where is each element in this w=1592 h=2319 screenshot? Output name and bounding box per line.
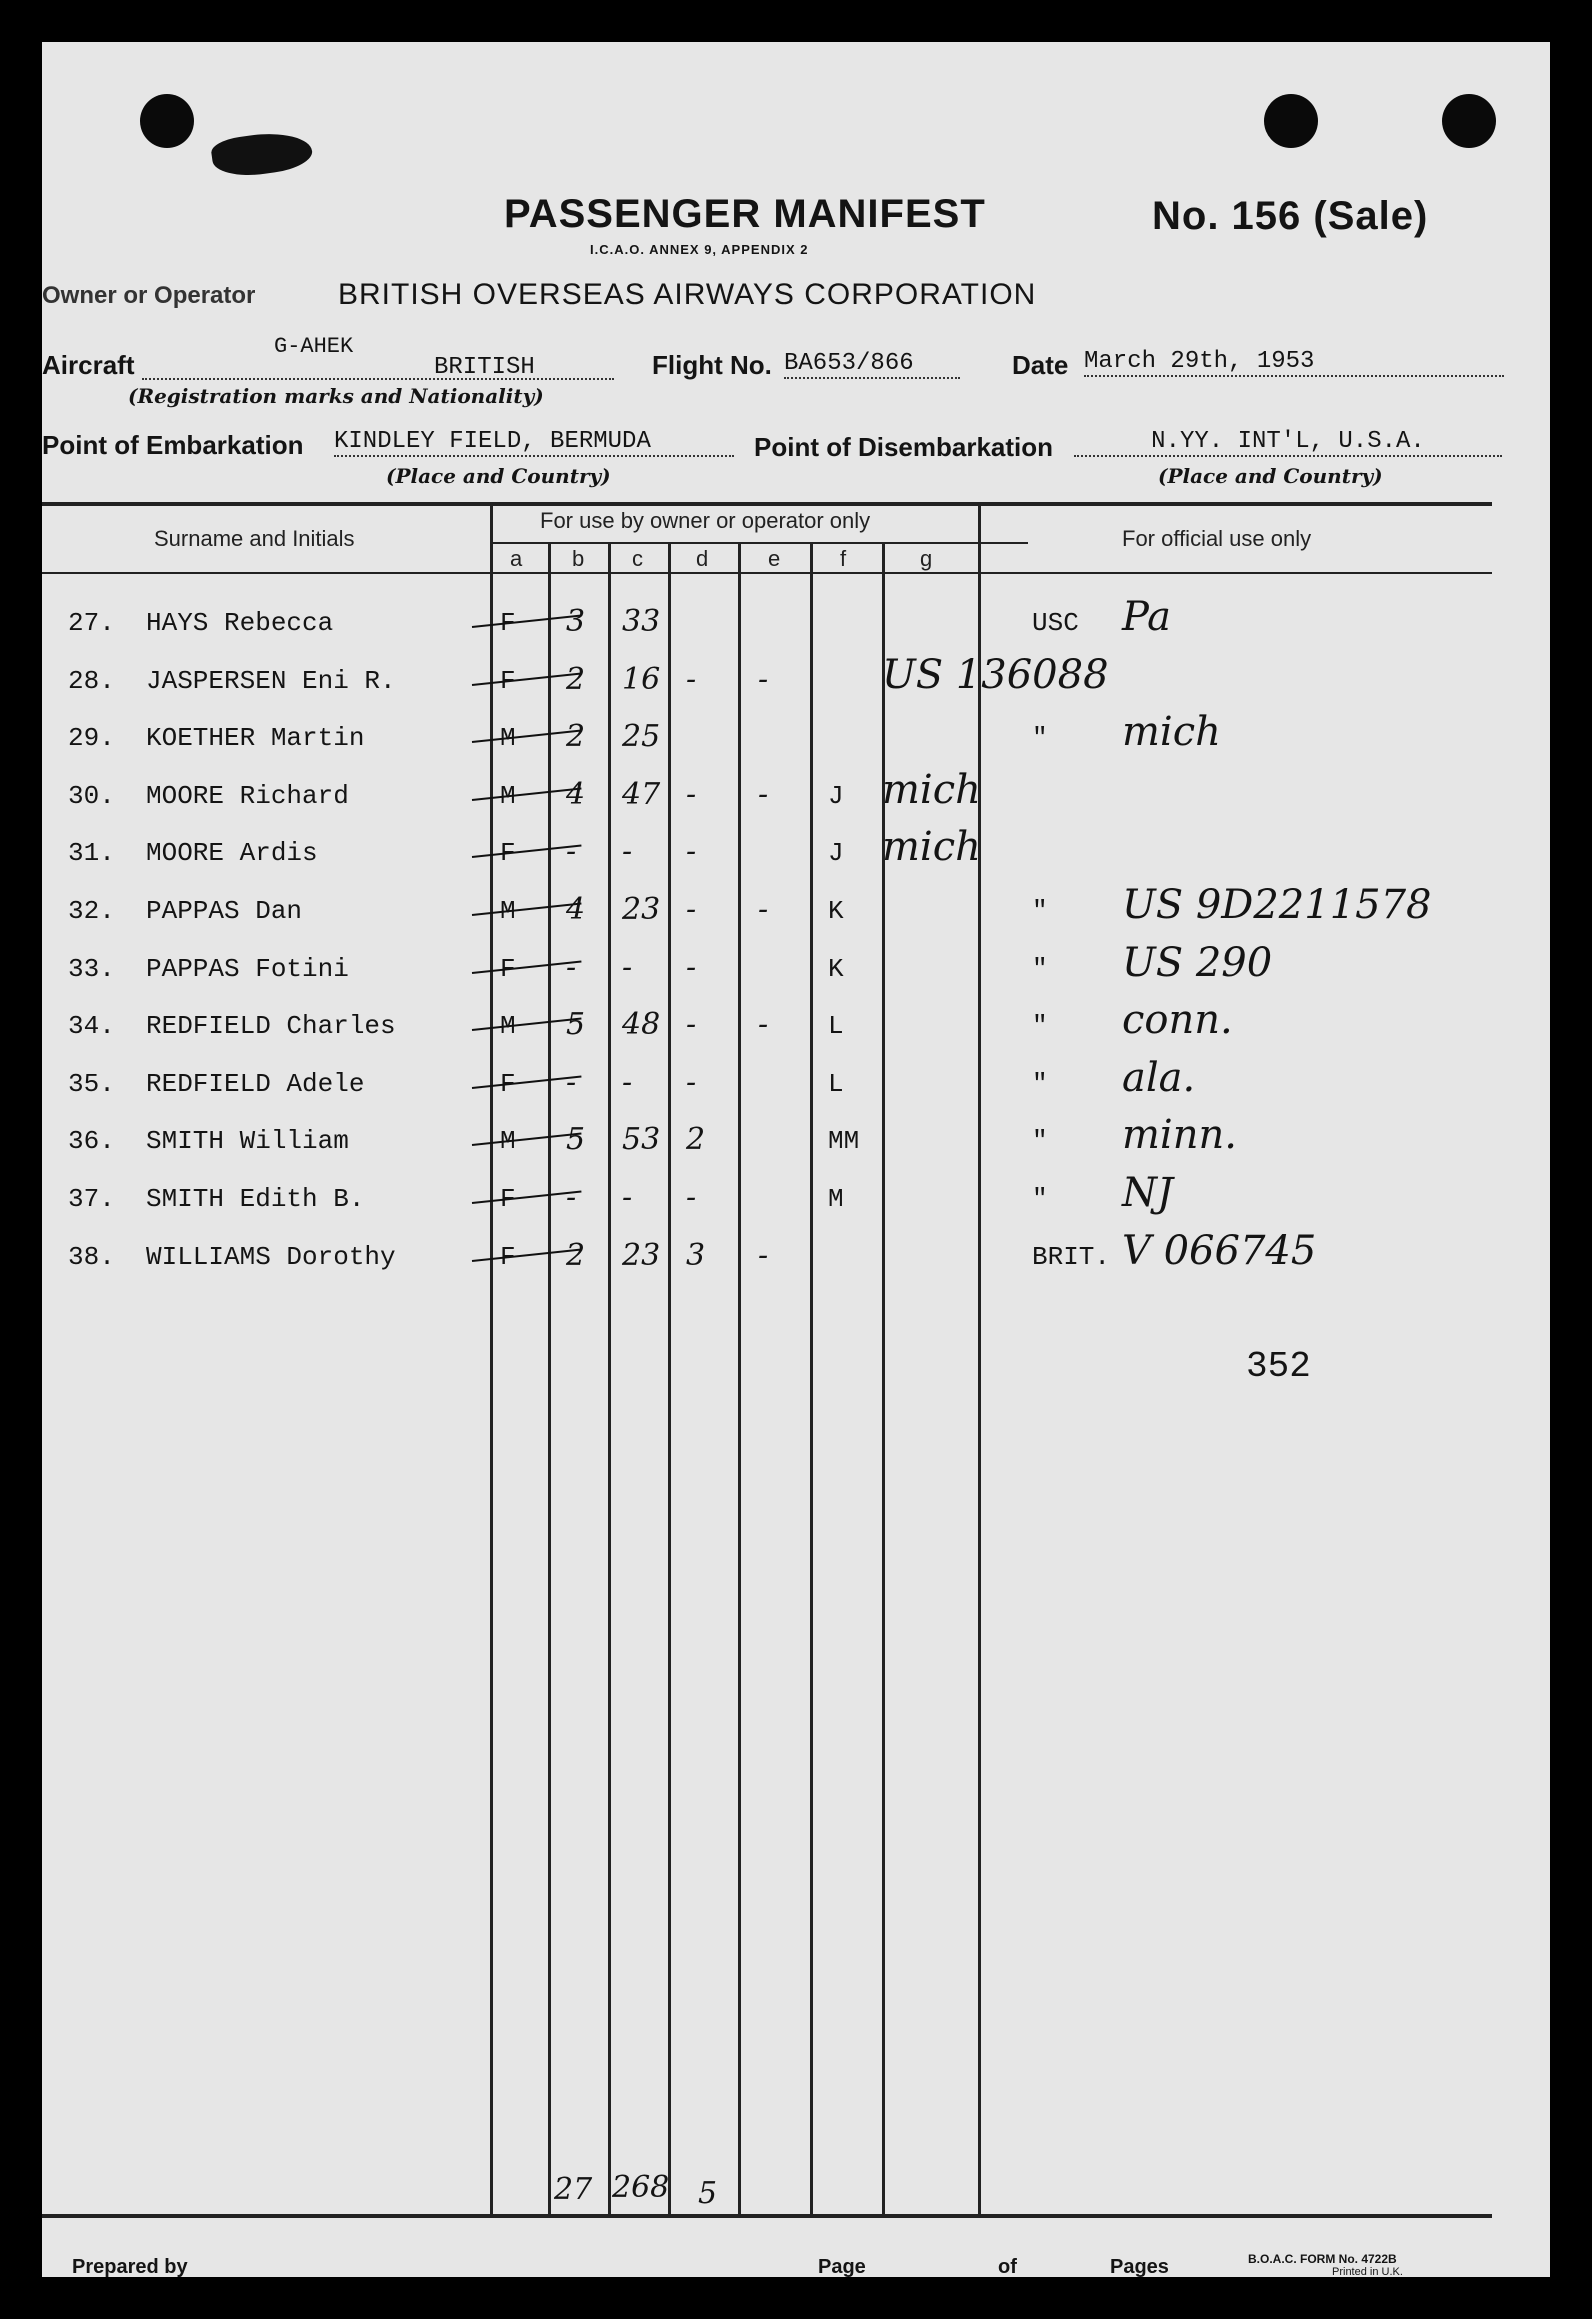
passenger-name: MOORE Ardis [146,838,318,869]
subcol-g: g [920,546,933,571]
cell-b: 5 [566,1122,586,1158]
embarkation-note: (Place and Country) [386,464,611,488]
footer-prepared-by: Prepared by [72,2256,188,2277]
header-surname: Surname and Initials [154,526,355,551]
embarkation-label: Point of Embarkation [42,430,304,460]
subcol-d: d [696,546,709,571]
official-handwritten-note: NJ [1122,1170,1174,1216]
cell-b: - [566,949,577,985]
cell-c: 48 [622,1007,661,1043]
cell-c: 53 [622,1122,661,1158]
cell-d: - [686,776,697,812]
aircraft-line [142,378,614,380]
official-handwritten-note: US 136088 [882,651,1109,698]
aircraft-registration: G-AHEK [274,334,354,359]
footer-form-no: B.O.A.C. FORM No. 4722B [1248,2252,1397,2266]
official-handwritten-note: US 9D2211578 [1122,882,1432,928]
row-number: 32. [68,896,115,926]
official-handwritten-note: ala. [1122,1054,1196,1101]
aircraft-label: Aircraft [42,350,135,380]
passenger-name: WILLIAMS Dorothy [146,1241,396,1272]
owner-label: Owner or Operator [42,282,256,309]
subcol-f: f [840,546,847,571]
cell-e: - [758,776,769,812]
row-number: 36. [68,1126,115,1157]
page-stamp: 352 [1246,1346,1311,1387]
official-handwritten-note: mich [882,824,981,871]
header-bottom-rule [42,572,1492,574]
cell-f: K [828,953,844,984]
official-handwritten-note: minn. [1122,1112,1237,1159]
flight-label: Flight No. [652,350,772,380]
cell-b: 5 [566,1007,586,1043]
aircraft-note: (Registration marks and Nationality) [128,384,544,408]
cell-b: - [566,1064,577,1100]
aircraft-nationality: BRITISH [434,354,535,381]
row-number: 37. [68,1184,115,1214]
cell-c: - [622,1180,633,1215]
cell-c: - [622,949,633,985]
manifest-sheet [42,42,1550,2277]
row-number: 38. [68,1241,115,1272]
cell-b: - [566,834,577,870]
cell-d: - [686,834,697,870]
row-number: 27. [68,608,115,638]
total-d: 5 [698,2176,718,2211]
header-owner-use: For use by owner or operator only [540,508,871,533]
cell-c: 47 [622,776,661,812]
official-mark: " [1032,1184,1048,1214]
cell-c: - [622,834,633,870]
form-subtitle: I.C.A.O. ANNEX 9, APPENDIX 2 [590,242,809,257]
official-mark: " [1032,953,1048,984]
table-bottom-rule [42,2214,1492,2218]
cell-c: 16 [622,661,661,697]
official-mark: " [1032,1011,1048,1042]
cell-f: MM [828,1126,860,1157]
cell-c: - [622,1064,633,1100]
official-handwritten-note: conn. [1122,997,1233,1044]
cell-c: 25 [622,719,661,755]
cell-c: 33 [622,604,661,639]
col-line-9 [978,504,981,542]
cell-e: - [758,892,769,927]
total-c: 268 [612,2170,670,2205]
ink-blot [210,127,315,181]
official-handwritten-note: Pa [1122,594,1171,640]
passenger-name: SMITH Edith B. [146,1184,365,1214]
total-b: 27 [554,2172,593,2207]
subcol-c: c [632,546,643,571]
footer-printed: Printed in U.K. [1332,2266,1403,2277]
manifest-number: No. 156 (Sale) [1152,194,1429,238]
official-mark: " [1032,723,1048,754]
cell-d: - [686,949,697,985]
table-row [42,997,1492,1061]
cell-f: J [828,780,844,811]
row-number: 31. [68,838,115,869]
cell-f: K [828,896,844,926]
footer-pages: Pages [1110,2256,1169,2277]
cell-d: - [686,892,697,927]
table-row [42,1054,1492,1119]
table-row [42,1170,1492,1234]
row-number: 33. [68,953,115,984]
table-row [42,651,1492,716]
cell-e: - [758,661,769,697]
table-row [42,1227,1492,1292]
cell-b: 2 [566,661,586,697]
header-official-use: For official use only [1122,526,1312,551]
row-number: 35. [68,1068,115,1099]
cell-b: 2 [566,719,586,755]
passenger-name: REDFIELD Adele [146,1068,365,1099]
form-title: PASSENGER MANIFEST [504,192,986,236]
cell-e: - [758,1237,769,1273]
cell-f: J [828,838,844,869]
cell-f: M [828,1184,844,1214]
official-mark: BRIT. [1032,1241,1111,1272]
disembarkation-note: (Place and Country) [1158,464,1383,488]
passenger-name: MOORE Richard [146,780,349,811]
table-row [42,766,1492,831]
punch-hole-left [140,94,194,148]
cell-b: 3 [566,604,586,639]
official-handwritten-note: V 066745 [1122,1227,1317,1274]
official-mark: " [1032,1068,1048,1099]
passenger-name: JASPERSEN Eni R. [146,665,396,696]
cell-b: 4 [566,776,586,812]
cell-c: 23 [622,1237,661,1273]
cell-d: - [686,1180,697,1215]
table-row [42,1112,1492,1176]
cell-c: 23 [622,892,661,927]
table-row [42,882,1492,946]
owner-value: BRITISH OVERSEAS AIRWAYS CORPORATION [338,278,1037,311]
subcol-a: a [510,546,523,571]
official-mark: " [1032,1126,1048,1157]
table-row [42,594,1492,658]
row-number: 30. [68,780,115,811]
cell-d: - [686,661,697,697]
cell-d: 2 [686,1122,706,1158]
cell-b: - [566,1180,577,1215]
cell-b: 2 [566,1237,586,1273]
flight-value: BA653/866 [784,350,960,379]
cell-b: 4 [566,892,586,927]
passenger-name: KOETHER Martin [146,723,365,754]
subcol-b: b [572,546,585,571]
row-number: 34. [68,1011,115,1042]
official-handwritten-note: mich [1122,709,1221,756]
official-handwritten-note: US 290 [1122,939,1273,986]
passenger-name: SMITH William [146,1126,349,1157]
cell-d: - [686,1007,697,1043]
table-row [42,709,1492,773]
footer-of: of [998,2256,1017,2277]
subheader-rule [490,542,1028,544]
passenger-name: REDFIELD Charles [146,1011,396,1042]
date-label: Date [1012,350,1069,380]
cell-e: - [758,1007,769,1043]
footer-page: Page [818,2256,866,2277]
embarkation-value: KINDLEY FIELD, BERMUDA [334,428,734,457]
subcol-e: e [768,546,781,571]
cell-f: L [828,1011,844,1042]
official-handwritten-note: mich [882,766,981,813]
official-mark: USC [1032,608,1079,638]
row-number: 28. [68,665,115,696]
table-row [42,824,1492,888]
official-mark: " [1032,896,1048,926]
cell-d: 3 [686,1237,706,1273]
disembarkation-value: N.YY. INT'L, U.S.A. [1074,428,1502,457]
passenger-name: HAYS Rebecca [146,608,334,638]
row-number: 29. [68,723,115,754]
date-value: March 29th, 1953 [1084,348,1504,377]
punch-hole-right-2 [1442,94,1496,148]
punch-hole-right-1 [1264,94,1318,148]
passenger-name: PAPPAS Dan [146,896,303,926]
cell-f: L [828,1068,844,1099]
table-row [42,939,1492,1004]
disembarkation-label: Point of Disembarkation [754,432,1054,462]
cell-d: - [686,1064,697,1100]
passenger-name: PAPPAS Fotini [146,953,349,984]
table-top-rule [42,502,1492,506]
